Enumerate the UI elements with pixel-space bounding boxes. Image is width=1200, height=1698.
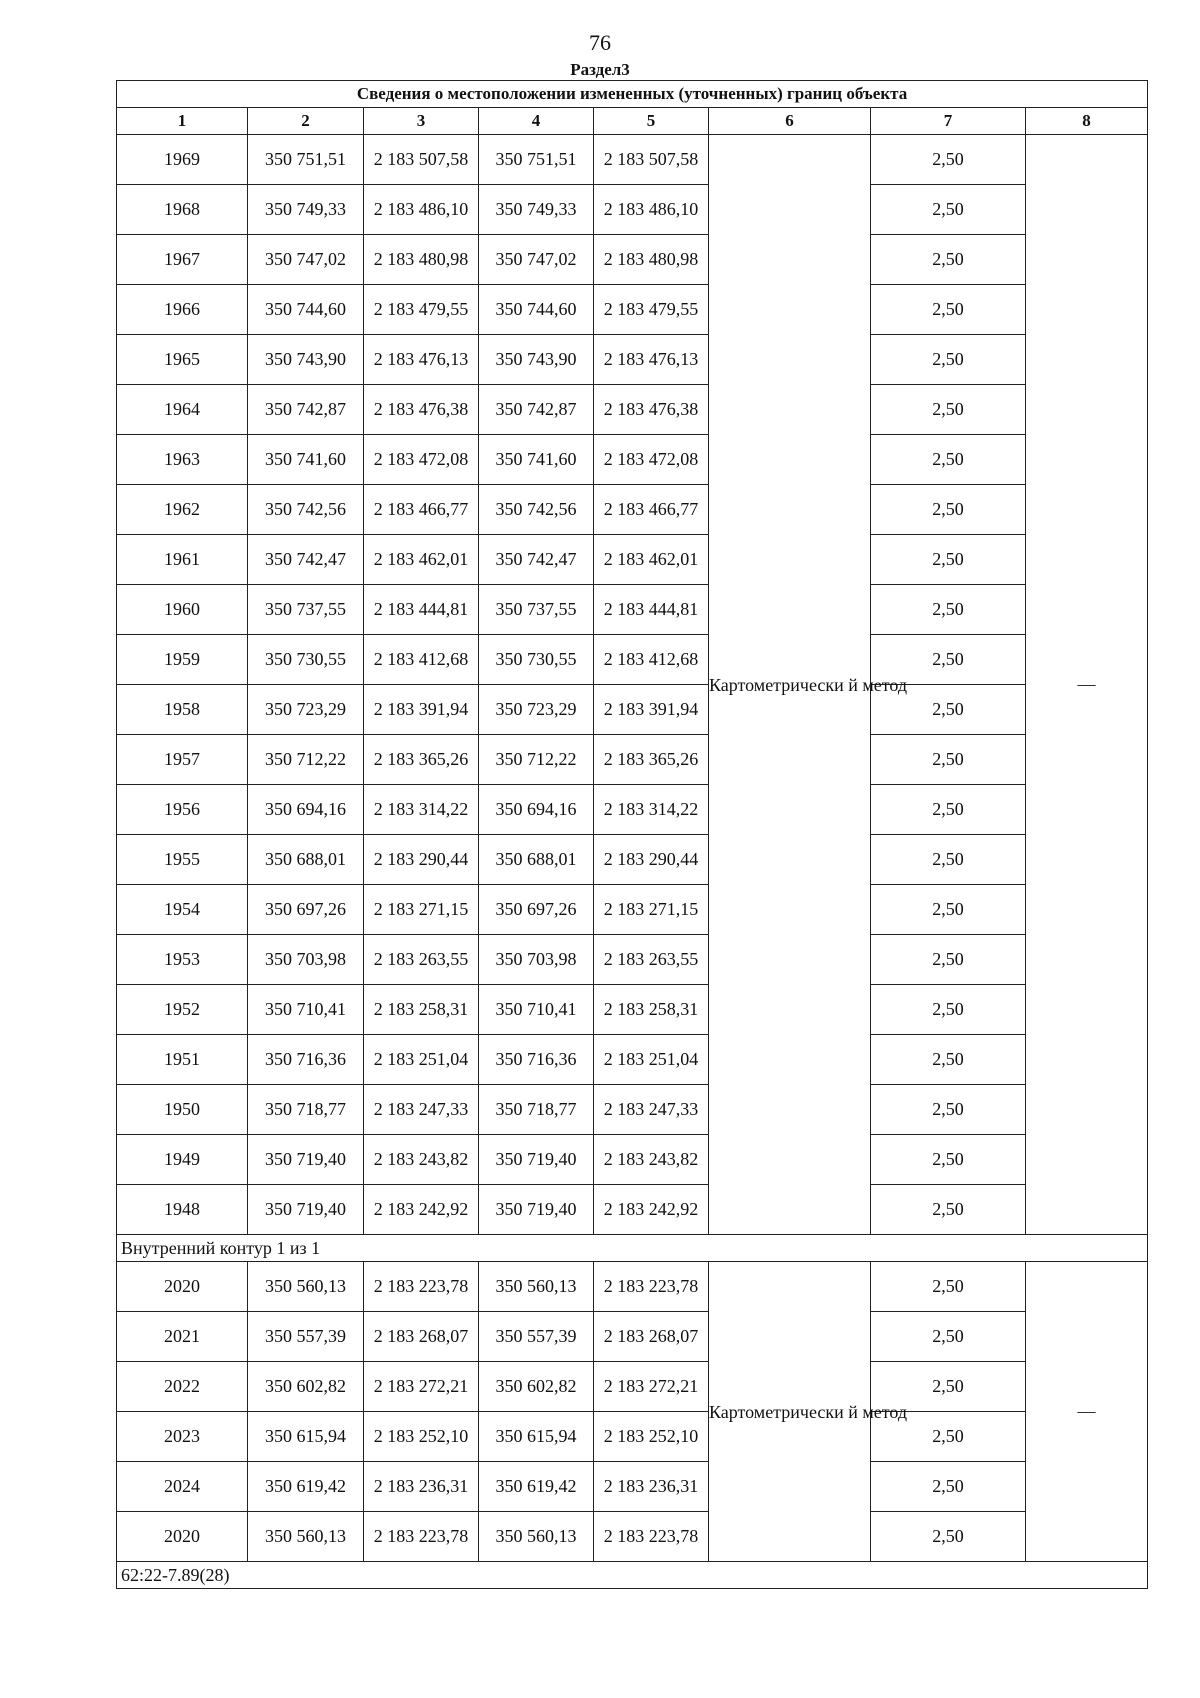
x-coordinate: 350 557,39 (248, 1312, 364, 1362)
y-coordinate-new: 2 183 480,98 (594, 235, 709, 285)
point-number: 1958 (117, 685, 248, 735)
x-coordinate: 350 560,13 (248, 1512, 364, 1562)
accuracy-cell: 2,50 (871, 885, 1026, 935)
x-coordinate-new: 350 742,56 (479, 485, 594, 535)
document-code: 62:22-7.89(28) (117, 1562, 1148, 1589)
y-coordinate: 2 183 412,68 (364, 635, 479, 685)
y-coordinate: 2 183 444,81 (364, 585, 479, 635)
point-number: 1961 (117, 535, 248, 585)
accuracy-cell: 2,50 (871, 1035, 1026, 1085)
footer-row (117, 1562, 1148, 1589)
point-number: 1966 (117, 285, 248, 335)
table-row (117, 885, 1148, 935)
x-coordinate: 350 741,60 (248, 435, 364, 485)
accuracy-cell: 2,50 (871, 1085, 1026, 1135)
table-row (117, 1135, 1148, 1185)
y-coordinate-new: 2 183 507,58 (594, 135, 709, 185)
point-number: 1967 (117, 235, 248, 285)
point-number: 1965 (117, 335, 248, 385)
y-coordinate: 2 183 480,98 (364, 235, 479, 285)
x-coordinate-new: 350 749,33 (479, 185, 594, 235)
x-coordinate: 350 688,01 (248, 835, 364, 885)
point-number: 1949 (117, 1135, 248, 1185)
table-row (117, 235, 1148, 285)
x-coordinate-new: 350 560,13 (479, 1262, 594, 1312)
x-coordinate-new: 350 615,94 (479, 1412, 594, 1462)
table-caption: Сведения о местоположении измененных (уточненных) границ объекта (117, 81, 1148, 108)
accuracy-cell: 2,50 (871, 585, 1026, 635)
column-number: 3 (364, 108, 479, 135)
y-coordinate-new: 2 183 486,10 (594, 185, 709, 235)
table-row (117, 785, 1148, 835)
accuracy-cell: 2,50 (871, 635, 1026, 685)
point-number: 1962 (117, 485, 248, 535)
y-coordinate: 2 183 247,33 (364, 1085, 479, 1135)
y-coordinate: 2 183 271,15 (364, 885, 479, 935)
y-coordinate: 2 183 242,92 (364, 1185, 479, 1235)
x-coordinate-new: 350 744,60 (479, 285, 594, 335)
y-coordinate: 2 183 272,21 (364, 1362, 479, 1412)
y-coordinate: 2 183 507,58 (364, 135, 479, 185)
point-number: 1954 (117, 885, 248, 935)
x-coordinate-new: 350 747,02 (479, 235, 594, 285)
x-coordinate: 350 730,55 (248, 635, 364, 685)
page-number: 76 (589, 30, 611, 55)
point-number: 1964 (117, 385, 248, 435)
x-coordinate: 350 716,36 (248, 1035, 364, 1085)
x-coordinate: 350 747,02 (248, 235, 364, 285)
x-coordinate-new: 350 730,55 (479, 635, 594, 685)
accuracy-cell: 2,50 (871, 135, 1026, 185)
y-coordinate-new: 2 183 472,08 (594, 435, 709, 485)
y-coordinate: 2 183 314,22 (364, 785, 479, 835)
x-coordinate: 350 719,40 (248, 1135, 364, 1185)
y-coordinate-new: 2 183 272,21 (594, 1362, 709, 1412)
x-coordinate-new: 350 743,90 (479, 335, 594, 385)
table-row (117, 1412, 1148, 1462)
x-coordinate-new: 350 751,51 (479, 135, 594, 185)
y-coordinate-new: 2 183 476,13 (594, 335, 709, 385)
y-coordinate-new: 2 183 263,55 (594, 935, 709, 985)
table-row (117, 335, 1148, 385)
y-coordinate: 2 183 479,55 (364, 285, 479, 335)
y-coordinate-new: 2 183 252,10 (594, 1412, 709, 1462)
accuracy-cell: 2,50 (871, 1135, 1026, 1185)
y-coordinate-new: 2 183 365,26 (594, 735, 709, 785)
x-coordinate: 350 694,16 (248, 785, 364, 835)
x-coordinate: 350 751,51 (248, 135, 364, 185)
y-coordinate: 2 183 290,44 (364, 835, 479, 885)
accuracy-cell: 2,50 (871, 785, 1026, 835)
accuracy-cell: 2,50 (871, 1312, 1026, 1362)
point-number: 1951 (117, 1035, 248, 1085)
y-coordinate-new: 2 183 242,92 (594, 1185, 709, 1235)
y-coordinate-new: 2 183 223,78 (594, 1512, 709, 1562)
point-number: 1969 (117, 135, 248, 185)
point-number: 2020 (117, 1512, 248, 1562)
contour-label-row (117, 1235, 1148, 1262)
x-coordinate-new: 350 710,41 (479, 985, 594, 1035)
table-row (117, 185, 1148, 235)
table-row (117, 935, 1148, 985)
y-coordinate-new: 2 183 479,55 (594, 285, 709, 335)
x-coordinate: 350 703,98 (248, 935, 364, 985)
x-coordinate-new: 350 723,29 (479, 685, 594, 735)
table-row (117, 735, 1148, 785)
column-number: 8 (1026, 108, 1148, 135)
point-number: 2022 (117, 1362, 248, 1412)
method-cell: Картометрически й метод (709, 135, 871, 1235)
y-coordinate: 2 183 462,01 (364, 535, 479, 585)
x-coordinate: 350 742,56 (248, 485, 364, 535)
y-coordinate: 2 183 263,55 (364, 935, 479, 985)
y-coordinate-new: 2 183 466,77 (594, 485, 709, 535)
y-coordinate-new: 2 183 236,31 (594, 1462, 709, 1512)
y-coordinate-new: 2 183 251,04 (594, 1035, 709, 1085)
point-number: 1953 (117, 935, 248, 985)
y-coordinate-new: 2 183 271,15 (594, 885, 709, 935)
x-coordinate: 350 737,55 (248, 585, 364, 635)
y-coordinate: 2 183 258,31 (364, 985, 479, 1035)
column-number: 2 (248, 108, 364, 135)
table-row (117, 1462, 1148, 1512)
accuracy-cell: 2,50 (871, 1362, 1026, 1412)
x-coordinate-new: 350 741,60 (479, 435, 594, 485)
x-coordinate-new: 350 703,98 (479, 935, 594, 985)
point-number: 2020 (117, 1262, 248, 1312)
y-coordinate: 2 183 268,07 (364, 1312, 479, 1362)
x-coordinate: 350 560,13 (248, 1262, 364, 1312)
y-coordinate-new: 2 183 391,94 (594, 685, 709, 735)
x-coordinate: 350 743,90 (248, 335, 364, 385)
y-coordinate-new: 2 183 476,38 (594, 385, 709, 435)
y-coordinate: 2 183 223,78 (364, 1512, 479, 1562)
x-coordinate-new: 350 742,47 (479, 535, 594, 585)
y-coordinate-new: 2 183 243,82 (594, 1135, 709, 1185)
y-coordinate-new: 2 183 462,01 (594, 535, 709, 585)
x-coordinate: 350 712,22 (248, 735, 364, 785)
x-coordinate: 350 742,87 (248, 385, 364, 435)
x-coordinate-new: 350 557,39 (479, 1312, 594, 1362)
accuracy-cell: 2,50 (871, 285, 1026, 335)
x-coordinate: 350 719,40 (248, 1185, 364, 1235)
y-coordinate-new: 2 183 412,68 (594, 635, 709, 685)
point-number: 2024 (117, 1462, 248, 1512)
y-coordinate-new: 2 183 258,31 (594, 985, 709, 1035)
accuracy-cell: 2,50 (871, 435, 1026, 485)
y-coordinate-new: 2 183 290,44 (594, 835, 709, 885)
point-number: 1968 (117, 185, 248, 235)
column-number: 4 (479, 108, 594, 135)
y-coordinate: 2 183 486,10 (364, 185, 479, 235)
y-coordinate: 2 183 476,38 (364, 385, 479, 435)
accuracy-cell: 2,50 (871, 1412, 1026, 1462)
x-coordinate-new: 350 602,82 (479, 1362, 594, 1412)
table-row (117, 1035, 1148, 1085)
point-number: 1955 (117, 835, 248, 885)
x-coordinate: 350 710,41 (248, 985, 364, 1035)
table-row (117, 585, 1148, 635)
accuracy-cell: 2,50 (871, 235, 1026, 285)
y-coordinate: 2 183 476,13 (364, 335, 479, 385)
x-coordinate: 350 744,60 (248, 285, 364, 335)
table-row (117, 1085, 1148, 1135)
y-coordinate-new: 2 183 223,78 (594, 1262, 709, 1312)
x-coordinate-new: 350 694,16 (479, 785, 594, 835)
x-coordinate: 350 718,77 (248, 1085, 364, 1135)
accuracy-cell: 2,50 (871, 685, 1026, 735)
y-coordinate-new: 2 183 314,22 (594, 785, 709, 835)
y-coordinate: 2 183 391,94 (364, 685, 479, 735)
table-row (117, 285, 1148, 335)
y-coordinate: 2 183 252,10 (364, 1412, 479, 1462)
point-number: 1950 (117, 1085, 248, 1135)
point-number: 1959 (117, 635, 248, 685)
accuracy-cell: 2,50 (871, 385, 1026, 435)
x-coordinate: 350 602,82 (248, 1362, 364, 1412)
accuracy-cell: 2,50 (871, 1512, 1026, 1562)
accuracy-cell: 2,50 (871, 835, 1026, 885)
point-number: 2021 (117, 1312, 248, 1362)
x-coordinate: 350 723,29 (248, 685, 364, 735)
table-row (117, 385, 1148, 435)
table-row (117, 985, 1148, 1035)
accuracy-cell: 2,50 (871, 185, 1026, 235)
x-coordinate-new: 350 697,26 (479, 885, 594, 935)
section-title: Раздел3 (570, 60, 630, 79)
x-coordinate: 350 749,33 (248, 185, 364, 235)
note-cell: — (1026, 135, 1148, 1235)
accuracy-cell: 2,50 (871, 935, 1026, 985)
point-number: 2023 (117, 1412, 248, 1462)
point-number: 1956 (117, 785, 248, 835)
accuracy-cell: 2,50 (871, 535, 1026, 585)
column-number: 6 (709, 108, 871, 135)
accuracy-cell: 2,50 (871, 1462, 1026, 1512)
x-coordinate-new: 350 737,55 (479, 585, 594, 635)
note-cell: — (1026, 1262, 1148, 1562)
x-coordinate-new: 350 688,01 (479, 835, 594, 885)
x-coordinate-new: 350 719,40 (479, 1185, 594, 1235)
accuracy-cell: 2,50 (871, 485, 1026, 535)
table-row (117, 1262, 1148, 1312)
x-coordinate-new: 350 619,42 (479, 1462, 594, 1512)
x-coordinate-new: 350 742,87 (479, 385, 594, 435)
x-coordinate-new: 350 719,40 (479, 1135, 594, 1185)
accuracy-cell: 2,50 (871, 985, 1026, 1035)
table-row (117, 1312, 1148, 1362)
column-number: 1 (117, 108, 248, 135)
table-row (117, 535, 1148, 585)
point-number: 1963 (117, 435, 248, 485)
x-coordinate: 350 619,42 (248, 1462, 364, 1512)
y-coordinate: 2 183 236,31 (364, 1462, 479, 1512)
y-coordinate-new: 2 183 247,33 (594, 1085, 709, 1135)
accuracy-cell: 2,50 (871, 1185, 1026, 1235)
table-row (117, 485, 1148, 535)
column-number: 7 (871, 108, 1026, 135)
point-number: 1948 (117, 1185, 248, 1235)
point-number: 1960 (117, 585, 248, 635)
x-coordinate: 350 697,26 (248, 885, 364, 935)
table-row (117, 135, 1148, 185)
table-row (117, 1512, 1148, 1562)
table-row (117, 1362, 1148, 1412)
table-row (117, 835, 1148, 885)
table-row (117, 1185, 1148, 1235)
y-coordinate: 2 183 466,77 (364, 485, 479, 535)
y-coordinate: 2 183 365,26 (364, 735, 479, 785)
x-coordinate-new: 350 712,22 (479, 735, 594, 785)
table-row (117, 635, 1148, 685)
coordinates-table (116, 80, 1148, 1589)
accuracy-cell: 2,50 (871, 735, 1026, 785)
x-coordinate: 350 742,47 (248, 535, 364, 585)
x-coordinate: 350 615,94 (248, 1412, 364, 1462)
accuracy-cell: 2,50 (871, 335, 1026, 385)
point-number: 1952 (117, 985, 248, 1035)
y-coordinate-new: 2 183 268,07 (594, 1312, 709, 1362)
x-coordinate-new: 350 718,77 (479, 1085, 594, 1135)
x-coordinate-new: 350 560,13 (479, 1512, 594, 1562)
y-coordinate-new: 2 183 444,81 (594, 585, 709, 635)
column-number-row (117, 108, 1148, 135)
table-row (117, 435, 1148, 485)
y-coordinate: 2 183 251,04 (364, 1035, 479, 1085)
y-coordinate: 2 183 223,78 (364, 1262, 479, 1312)
x-coordinate-new: 350 716,36 (479, 1035, 594, 1085)
y-coordinate: 2 183 472,08 (364, 435, 479, 485)
point-number: 1957 (117, 735, 248, 785)
accuracy-cell: 2,50 (871, 1262, 1026, 1312)
method-cell: Картометрически й метод (709, 1262, 871, 1562)
table-row (117, 685, 1148, 735)
inner-contour-label: Внутренний контур 1 из 1 (117, 1235, 1148, 1262)
column-number: 5 (594, 108, 709, 135)
y-coordinate: 2 183 243,82 (364, 1135, 479, 1185)
